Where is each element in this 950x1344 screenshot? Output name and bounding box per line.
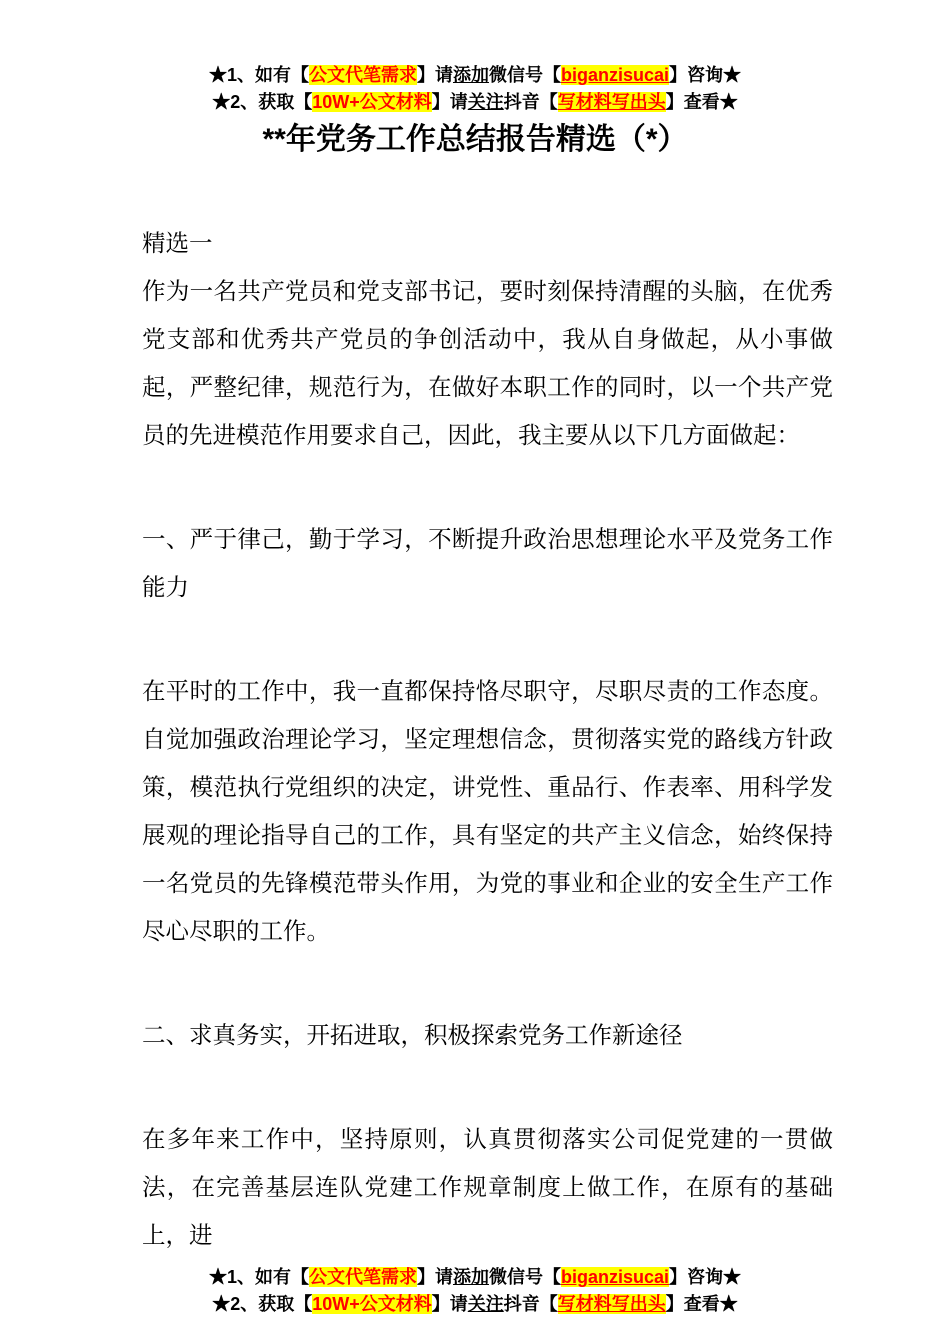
promo-footer-line-1: [0, 1264, 950, 1291]
promo-highlight-materials: 10W+公文材料: [312, 1294, 432, 1314]
promo-text: 】查看★: [665, 92, 738, 112]
promo-text: 微信号【: [488, 1267, 561, 1287]
document-title: **年党务工作总结报告精选（*）: [262, 123, 688, 156]
promo-text: 】请: [431, 92, 468, 112]
promo-text: 】请: [416, 65, 453, 85]
section-heading-1: 一、严于律己，勤于学习，不断提升政治思想理论水平及党务工作能力: [142, 526, 833, 600]
promo-header-line-1: [0, 62, 950, 89]
paragraph-selection-label: 精选一: [142, 230, 213, 256]
promo-text: 】请: [431, 1294, 468, 1314]
paragraph-section-2: 在多年来工作中，坚持原则，认真贯彻落实公司促党建的一贯做法，在完善基层连队党建工作规章制度上做工作，在原有的基础上，进: [142, 1126, 833, 1248]
promo-highlight-douyin-id: 写材料写出头: [557, 92, 666, 112]
promo-underline-add: 添加: [452, 65, 489, 85]
promo-highlight-materials: 10W+公文材料: [312, 92, 432, 112]
promo-text: ★1、如有【: [208, 1267, 309, 1287]
promo-text: 】查看★: [665, 1294, 738, 1314]
promo-text: ★1、如有【: [208, 65, 309, 85]
promo-underline-add: 添加: [452, 1267, 489, 1287]
promo-text: ★2、获取【: [212, 1294, 313, 1314]
paragraph-intro: 作为一名共产党员和党支部书记，要时刻保持清醒的头脑，在优秀党支部和优秀共产党员的争创活动中，我从自身做起，从小事做起，严整纪律，规范行为，在做好本职工作的同时，以一个共产党员的先进模范作用要求自己，因此，我主要从以下几方面做起：: [142, 278, 833, 448]
promo-text: 】咨询★: [669, 1267, 742, 1287]
promo-highlight-wechat-id: biganzisucai: [560, 1267, 670, 1287]
promo-footer-line-2: [0, 1291, 950, 1318]
promo-footer: [0, 1264, 950, 1318]
promo-underline-follow: 关注: [467, 92, 504, 112]
promo-text: 】咨询★: [669, 65, 742, 85]
promo-text: 】请: [416, 1267, 453, 1287]
promo-highlight-service: 公文代笔需求: [308, 65, 417, 85]
promo-text: ★2、获取【: [212, 92, 313, 112]
promo-text: 抖音【: [503, 92, 558, 112]
promo-highlight-service: 公文代笔需求: [308, 1267, 417, 1287]
document-body: [142, 219, 833, 1259]
promo-underline-follow: 关注: [467, 1294, 504, 1314]
promo-header-line-2: [0, 89, 950, 116]
promo-text: 微信号【: [488, 65, 561, 85]
paragraph-section-1: 在平时的工作中，我一直都保持恪尽职守，尽职尽责的工作态度。自觉加强政治理论学习，坚定理想信念，贯彻落实党的路线方针政策，模范执行党组织的决定，讲党性、重品行、作表率、用科学发展观的理论指导自己的工作，具有坚定的共产主义信念，始终保持一名党员的先锋模范带头作用，为党的事业和企业的安全生产工作尽心尽职的工作。: [142, 678, 833, 944]
section-heading-2: 二、求真务实，开拓进取，积极探索党务工作新途径: [142, 1022, 683, 1048]
promo-header: [0, 62, 950, 116]
promo-highlight-douyin-id: 写材料写出头: [557, 1294, 666, 1314]
promo-highlight-wechat-id: biganzisucai: [560, 65, 670, 85]
promo-text: 抖音【: [503, 1294, 558, 1314]
